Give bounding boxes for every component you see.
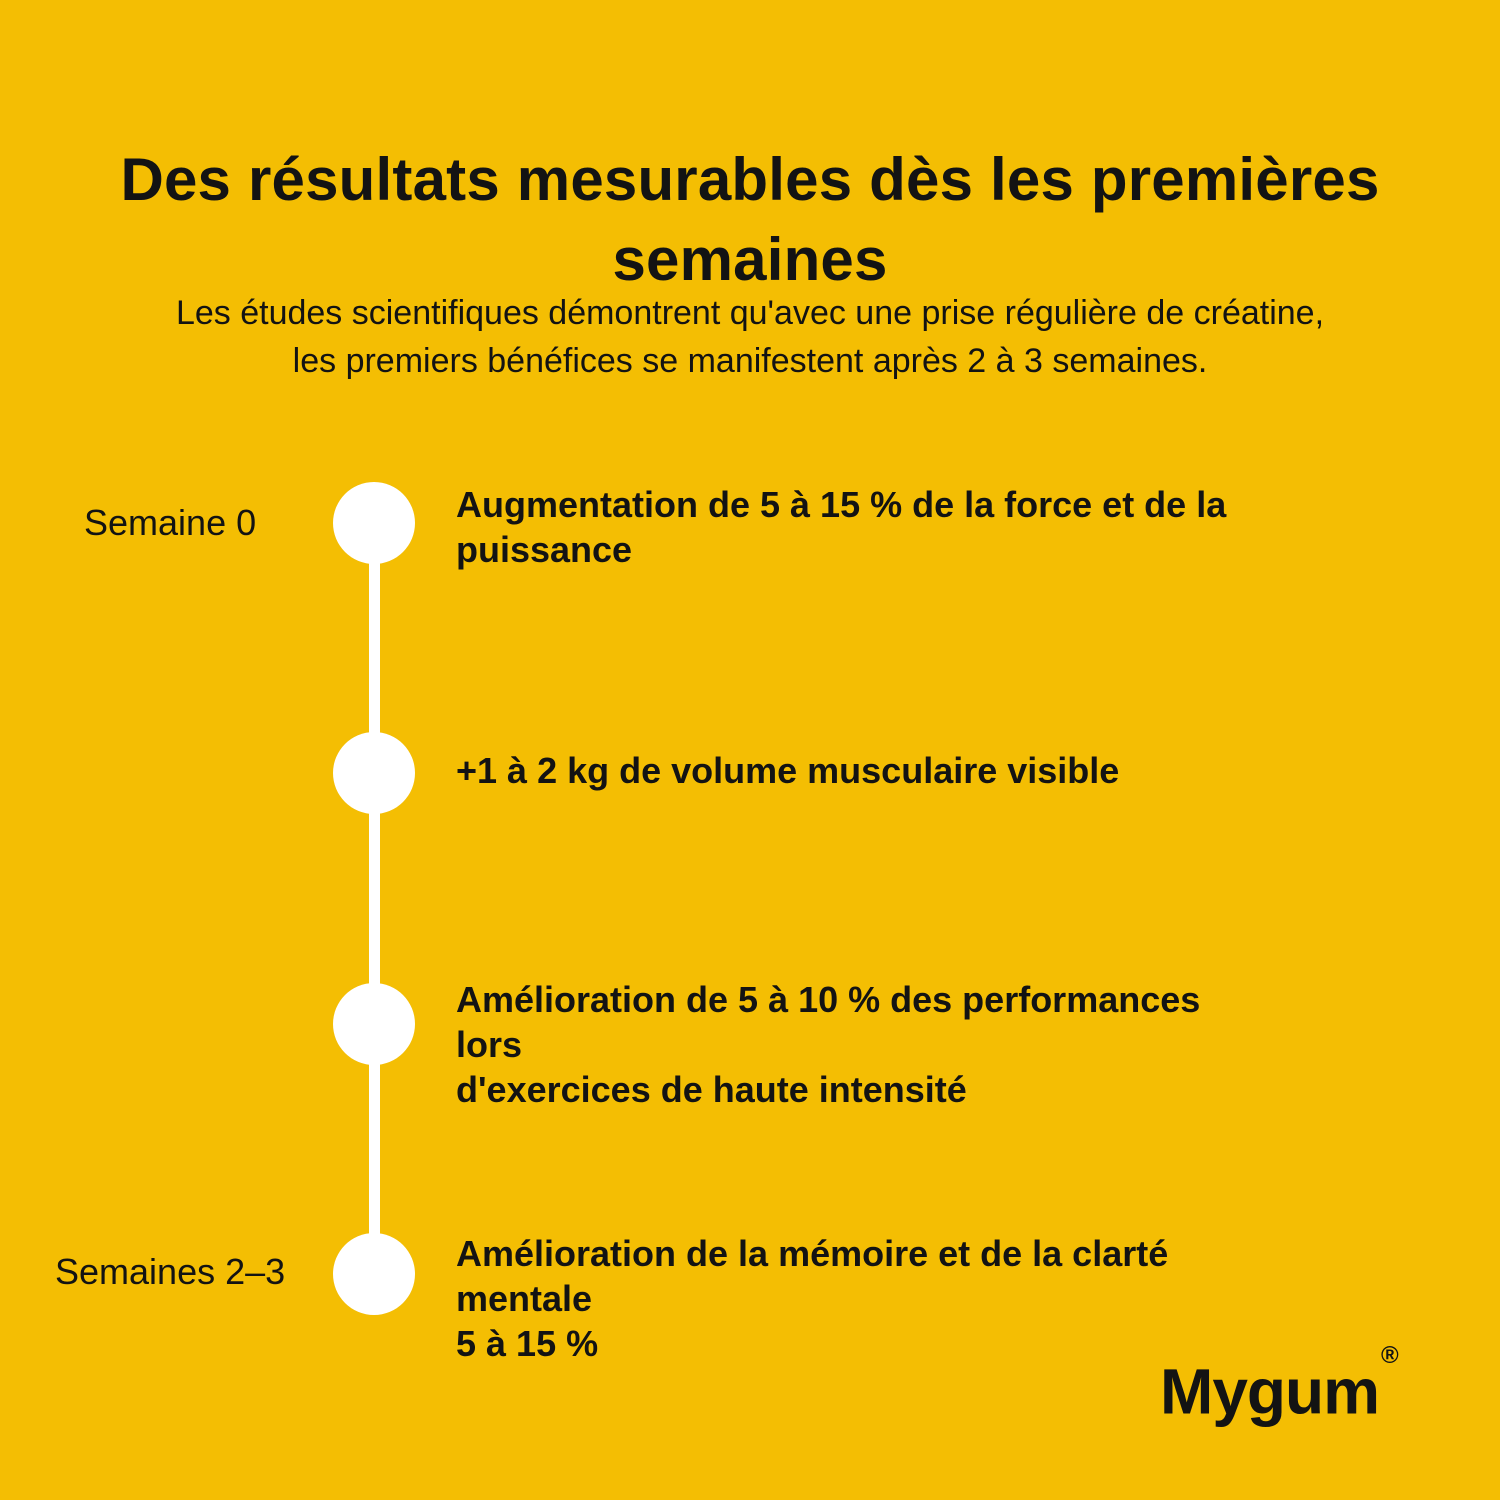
- timeline-end-label: Semaines 2–3: [55, 1251, 286, 1292]
- timeline-item-text-line: d'exercices de haute intensité: [456, 1069, 967, 1110]
- brand-logo: [1160, 1342, 1399, 1428]
- page-subtitle-line-1: Les études scientifiques démontrent qu'avec une prise régulière de créatine,: [175, 294, 1325, 332]
- timeline-item-text-line: +1 à 2 kg de volume musculaire visible: [456, 750, 1120, 791]
- timeline-item-performance: [456, 977, 1246, 1112]
- timeline-item-text-line: Augmentation de 5 à 15 % de la force et de la: [456, 484, 1227, 525]
- timeline-item-text-line: Amélioration de 5 à 10 % des performances lors: [456, 979, 1201, 1065]
- timeline-item-text-line: puissance: [456, 529, 633, 570]
- page-subtitle: [75, 289, 1425, 385]
- registered-trademark-icon: ®: [1381, 1342, 1399, 1369]
- timeline-dot-icon: [333, 482, 415, 564]
- timeline-dot-icon: [333, 1233, 415, 1315]
- timeline-dot-icon: [333, 732, 415, 814]
- timeline-start-label: Semaine 0: [84, 502, 257, 543]
- page-subtitle-line-2: les premiers bénéfices se manifestent après 2 à 3 semaines.: [292, 342, 1208, 380]
- timeline-dot-icon: [333, 983, 415, 1065]
- timeline-item-strength: [456, 482, 1246, 572]
- page-title: [50, 140, 1450, 300]
- timeline-item-muscle-volume: [456, 748, 1246, 793]
- timeline-item-memory: [456, 1231, 1246, 1366]
- page-title-line-2: semaines: [612, 226, 888, 294]
- timeline-item-text-line: 5 à 15 %: [456, 1323, 599, 1364]
- brand-logo-text: Mygum: [1160, 1355, 1379, 1428]
- timeline-item-text-line: Amélioration de la mémoire et de la clarté mentale: [456, 1233, 1169, 1319]
- timeline-connector-line: [369, 523, 380, 1274]
- page-title-line-1: Des résultats mesurables dès les premières: [120, 146, 1380, 214]
